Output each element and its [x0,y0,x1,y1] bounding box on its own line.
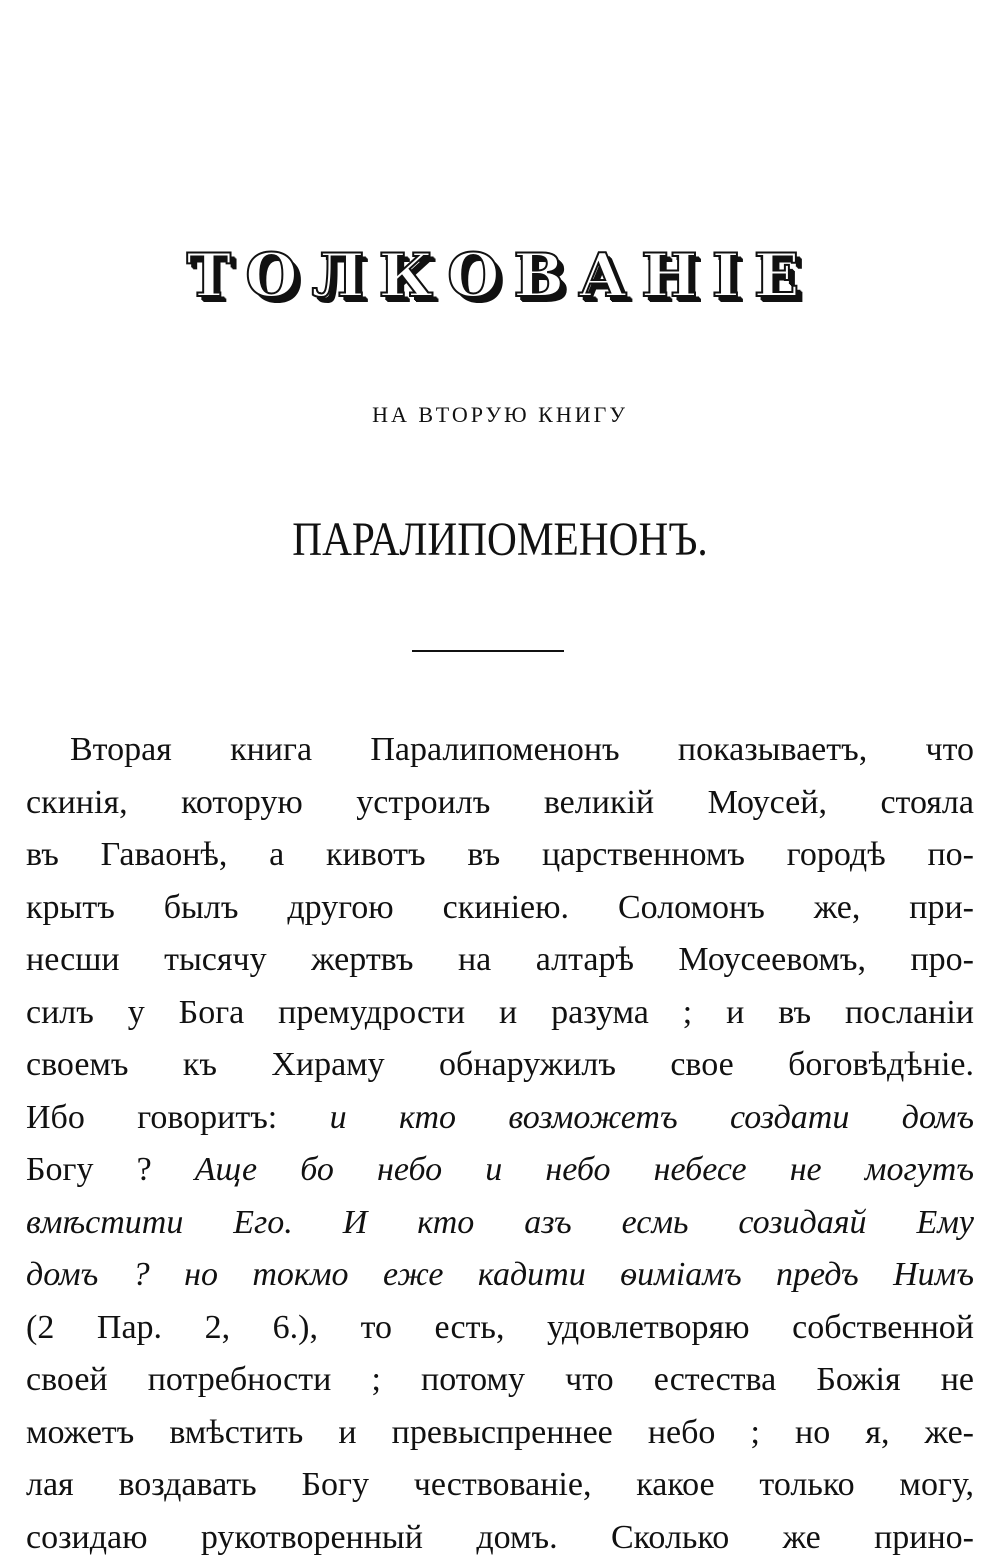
text-line [26,1039,974,1092]
text-line [26,1354,974,1407]
subtitle: НА ВТОРУЮ КНИГУ [372,402,628,427]
text-run: несши тысячу жертвъ на алтарѣ Моусеевомъ, про- [26,941,974,978]
text-run: своемъ къ Хираму обнаружилъ свое боговѣдѣніе. [26,1046,974,1083]
italic-run: домъ ? но токмо еже кадити ѳиміамъ предъ Нимъ [26,1256,974,1293]
italic-run: Аще бо небо и небо небесе не могутъ [194,1151,975,1188]
text-line [26,829,974,882]
text-line [26,724,974,777]
text-run: въ Гаваонѣ, а кивотъ въ царственномъ городѣ по- [26,836,974,873]
italic-run: и кто возможетъ создати домъ [329,1098,974,1136]
text-run: Богу ? [26,1151,195,1188]
text-run: лая воздавать Богу чествованіе, какое только могу, [26,1466,974,1503]
text-line [26,934,974,987]
text-line [26,1144,974,1197]
text-run: (2 Пар. 2, 6.), то есть, удовлетворяю собственной [26,1308,974,1346]
text-line [26,1249,974,1302]
text-line [26,1092,974,1145]
divider-rule [412,650,564,652]
text-run: можетъ вмѣстить и превыспреннее небо ; но я, же- [26,1413,974,1451]
text-line [26,987,974,1040]
italic-run: вмѣстити Его. И кто азъ есмь созидаяй Ему [26,1203,974,1241]
text-line [26,882,974,935]
text-run: скинія, которую устроилъ великій Моусей, стояла [26,783,974,821]
book-title: ПАРАЛИПОМЕНОНЪ. [292,513,708,566]
text-run: Ибо говоритъ: [26,1098,330,1136]
text-line [26,1197,974,1250]
text-run: созидаю рукотворенный домъ. Сколько же прино- [26,1518,974,1556]
body-paragraph [26,724,974,1564]
text-line [26,1512,974,1564]
text-line [26,1459,974,1512]
text-run: Вторая книга Паралипоменонъ показываетъ, что [70,731,974,768]
text-line [26,1407,974,1460]
text-run: силъ у Бога премудрости и разума ; и въ посланіи [26,993,974,1031]
text-line [26,1302,974,1355]
text-run: крытъ былъ другою скиніею. Соломонъ же, при- [26,888,974,926]
text-run: своей потребности ; потому что естества Божія не [26,1361,974,1398]
text-line [26,777,974,830]
decorative-title: ТОЛКОВАНІЕ [186,241,814,311]
